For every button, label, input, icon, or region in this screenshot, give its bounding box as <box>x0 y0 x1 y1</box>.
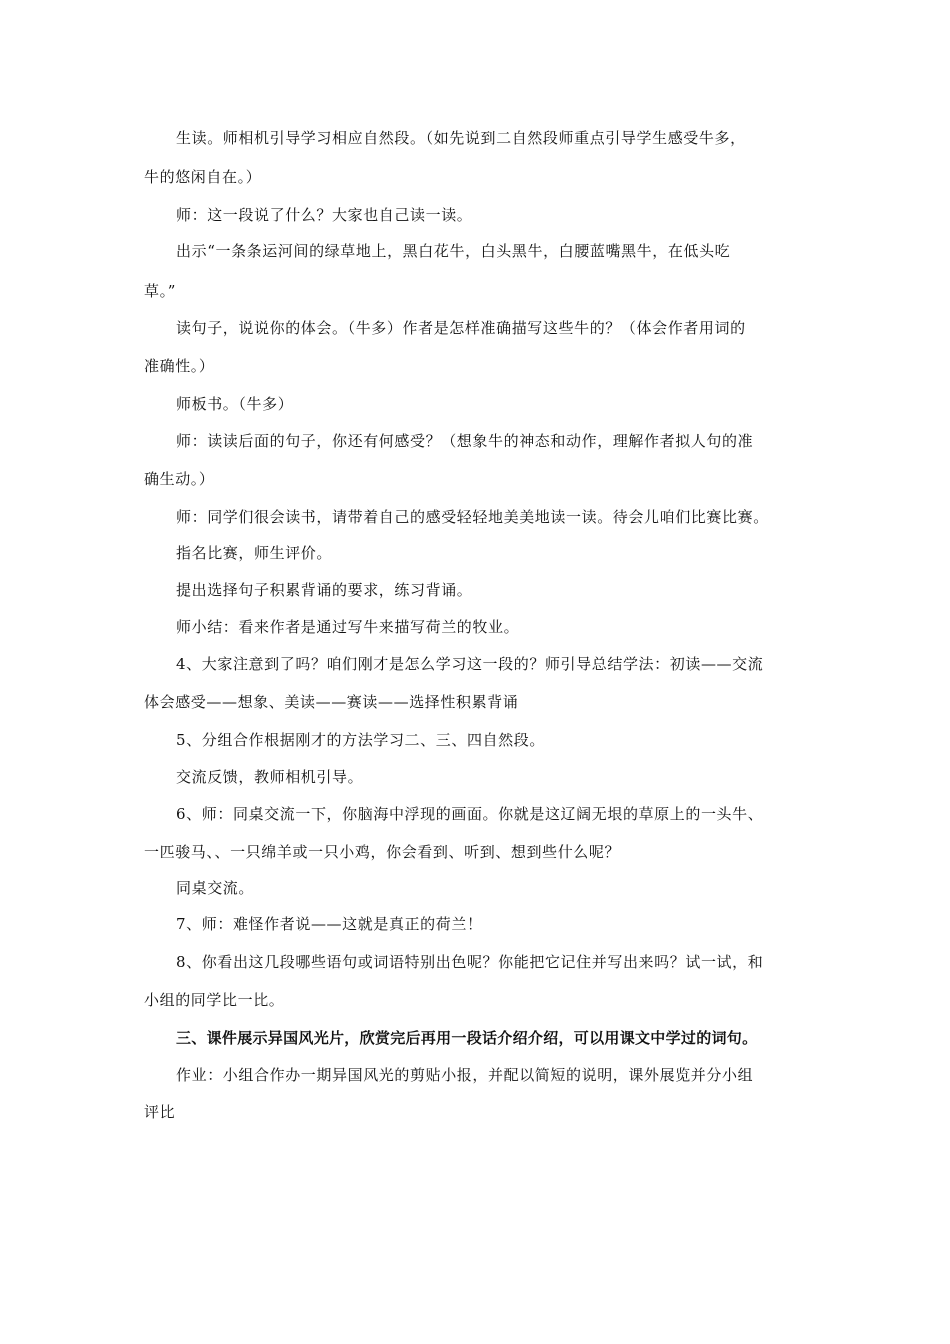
paragraph-line: 准确性。） <box>144 357 215 375</box>
paragraph-line: 师：同学们很会读书，请带着自己的感受轻轻地美美地读一读。待会儿咱们比赛比赛。 <box>176 508 769 526</box>
paragraph-line: 小组的同学比一比。 <box>144 991 285 1009</box>
paragraph-line: 7、师：难怪作者说——这就是真正的荷兰！ <box>176 915 483 933</box>
paragraph-line: 读句子，说说你的体会。（牛多）作者是怎样准确描写这些牛的？（体会作者用词的 <box>176 319 746 337</box>
paragraph-line: 提出选择句子积累背诵的要求，练习背诵。 <box>176 581 473 599</box>
paragraph-line: 6、师：同桌交流一下，你脑海中浮现的画面。你就是这辽阔无垠的草原上的一头牛、 <box>176 805 764 823</box>
paragraph-line: 5、分组合作根据刚才的方法学习二、三、四自然段。 <box>176 731 545 749</box>
paragraph-line: 交流反馈，教师相机引导。 <box>176 768 364 786</box>
paragraph-line: 师：读读后面的句子，你还有何感受？（想象牛的神态和动作，理解作者拟人句的准 <box>176 432 754 450</box>
paragraph-line: 作业：小组合作办一期异国风光的剪贴小报，并配以简短的说明，课外展览并分小组 <box>176 1066 754 1084</box>
paragraph-line: 牛的悠闲自在。） <box>144 168 262 186</box>
paragraph-line: 体会感受——想象、美读——赛读——选择性积累背诵 <box>144 693 519 711</box>
paragraph-line: 师板书。（牛多） <box>176 395 294 413</box>
paragraph-line: 一匹骏马、、一只绵羊或一只小鸡，你会看到、听到、想到些什么呢？ <box>144 843 621 861</box>
paragraph-line: 草。” <box>144 282 176 300</box>
paragraph-line: 评比 <box>144 1103 176 1121</box>
paragraph-line: 师小结：看来作者是通过写牛来描写荷兰的牧业。 <box>176 618 520 636</box>
paragraph-line: 出示“一条条运河间的绿草地上，黑白花牛，白头黑牛，白腰蓝嘴黑牛，在低头吃 <box>176 242 731 260</box>
section-heading: 三、课件展示异国风光片，欣赏完后再用一段话介绍介绍，可以用课文中学过的词句。 <box>176 1029 758 1047</box>
paragraph-line: 4、大家注意到了吗？咱们刚才是怎么学习这一段的？师引导总结学法：初读——交流 <box>176 655 764 673</box>
paragraph-line: 同桌交流。 <box>176 879 255 897</box>
paragraph-line: 8、你看出这几段哪些语句或词语特别出色呢？你能把它记住并写出来吗？试一试，和 <box>176 953 764 971</box>
paragraph-line: 确生动。） <box>144 470 215 488</box>
paragraph-line: 生读。师相机引导学习相应自然段。（如先说到二自然段师重点引导学生感受牛多， <box>176 129 746 147</box>
paragraph-line: 师：这一段说了什么？大家也自己读一读。 <box>176 206 473 224</box>
paragraph-line: 指名比赛，师生评价。 <box>176 544 333 562</box>
